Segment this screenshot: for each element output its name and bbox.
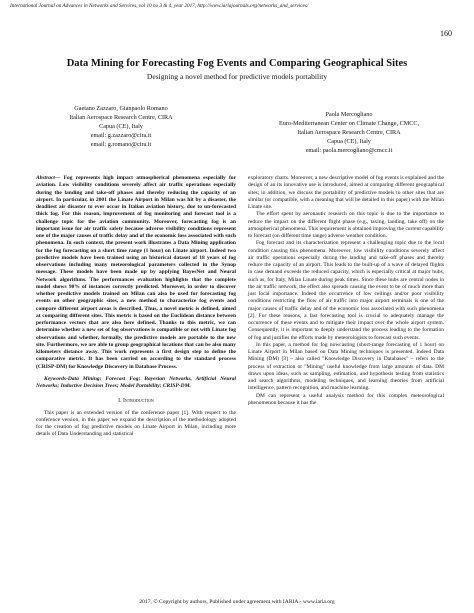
intro-paragraph: This paper is an extended version of the conference paper [1]. With respect to the conference version, in this paper we expand the description of the methodology adopted for the creation of fog predictive models on Linate Airport in Milan, including more details of Data Understanding and statistical [36,409,236,438]
keywords: Keywords-Data Mining; Forecast Fog; Bayesian Networks, Artificial Neural Networks; Inductive Decision Trees; Model Portability; CRISP-DM. [36,375,236,389]
left-column [36,175,236,439]
author-affiliation: Euro-Mediterranean Center on Climate Change, CMCC, [278,120,420,127]
abstract [36,175,236,371]
author-names: Paola Mercogliano [325,111,373,118]
author-affiliation: Italian Aerospace Research Centre, CIRA [297,129,401,136]
journal-header: International Journal on Advances in Networks and Services, vol 10 no 3 & 4, year 2017, http://www.iariajournals.org/networks_and_services/ [10,3,309,9]
section-heading: I. Introduction [118,398,154,405]
author-city: Capua (CE), Italy [99,123,143,130]
author-affiliation: Italian Aerospace Research Centre, CIRA [69,114,173,121]
author-block-left [36,104,206,149]
abstract-text: Fog represents high impact atmospherical phenomena especially for aviation. Low visibility conditions severely affect air traffic operations especially during the landing and take-off phases and thereby reducing the capacity of an airport. In particular, in 2001 the Linate Airport in Milan was hit by a disaster, the deadliest air disaster to ever occur in Italian aviation history, due to un-forecasted thick fog. For this reason, improvement of fog monitoring and forecast tool is a challenge topic for the aviation community. Moreover, forecasting fog is an important issue for air traffic safety because adverse visibility conditions represent one of the major causes of traffic delay and of the economic loss associated with such phenomena. In such context, the present work illustrates a Data Mining application for the fog forecasting on a short time range (1 hour) on Linate airport. Indeed two predictive models have been trained using an historical dataset of 18 years of fog observations including many meteorological parameters collected in the Synop message. These models have been made up by applying BayesNet and Neural Network algorithms. The performances evaluation highlights that the complete model shows 90% of instances correctly predicted. Moreover, in order to discover whether predictive models trained on Milan can also be used for forecasting fog events on other geographic sites, a new method to characterize fog events and compare different airport areas is described. Thus, a novel metric is defined, aimed at comparing different sites. This metric is based on the Euclidean distance between performance vectors that are also here defined. Thanks to this metric, we can determine whether a new set of fog observations is compatible or not with Linate fog observations and whether, formally, the predictive models are portable to the new site. Furthermore, we are able to group geographical locations that can be also many kilometers distance away. This work represents a first design step to define the comparative metric. It has been carried on according to the standard process (CRISP-DM) for Knowledge Discovery in Database Process. [36,175,236,370]
copyright-footer: 2017, © Copyright by authors, Published under agreement with IARIA - www.iaria.org [139,599,335,605]
paragraph: exploratory charts. Moreover, a new descriptive model of fog events is explained and the design of an its innovative use is introduced, aimed at comparing different geographical sites; in addition, we discuss the portability of predictive models to other sites that are similar (or compatible, with a meaning that will be detailed in this paper) with the Milan Linate site. [248,175,444,210]
right-column [248,175,444,407]
author-email: email: g.zazzaro@cira.it [90,132,152,139]
paper-title: Data Mining for Forecasting Fog Events and Comparing Geographical Sites [66,58,408,69]
abstract-label: Abstract— [36,175,61,181]
paragraph: Fog forecast and its characterization represent a challenging topic due to the local condition causing this phenomena. Moreover, low visibility conditions severely affect air traffic operations especially during the landing and take-off phases and thereby reduce the capacity of an airport. This leads to the built-up of a wave of delayed flights in case demand exceeds the reduced capacity, which is especially critical at major hubs, such as, for Italy, Milan Linate during peak times. Since these hubs are central nodes in the air traffic network, the effect also spreads causing the event to be of much more than just local importance. Indeed the occurrence of low ceilings and/or poor visibility conditions restricting the flow of air traffic into major airport terminals is one of the major causes of traffic delay and of the economic loss associated with such phenomena [2]. For these reasons, a fast forecasting tool is crucial to adequately manage the occurrence of these events and to mitigate their impact over the whole airport system. Consequently, it is important to deeply understand the process leading to the formation of fog and justifies the efforts made by meteorologists to forecast such events. [248,240,444,341]
paragraph: DM can represent a useful analysis method for this complex meteorological phenomenon because it has the [248,392,444,406]
paragraph: In this paper, a method for fog nowcasting (short-range forecasting of 1 hour) on Linate Airport in Milan based on Data Mining techniques is presented. Indeed Data Mining (DM) [3] – also called "Knowledge Discovery in Databases" – refers to the process of extraction or "Mining" useful knowledge from large amounts of data. DM draws upon ideas, such as sampling, estimation, and hypothesis testing from statistics and search algorithms, modeling techniques, and learning theories from artificial intelligence, pattern recognition, and machine learning. [248,341,444,392]
author-city: Capua (CE), Italy [327,138,371,145]
author-names: Gaetano Zazzaro, Gianpaolo Romano [74,105,168,112]
page-number: 160 [440,29,452,38]
paragraph: The effort spent by aeronautic research on this topic is due to the importance to reduce the impact on the different flight phase (e.g., taxing, landing, take off) on the atmospherical phenomena. This requirement is obtained improving the current capability to forecast (on different time range) adverse weather condition. [248,211,444,239]
author-block-right [260,110,438,155]
paper-subtitle: Designing a novel method for predictive models portability [146,72,328,81]
author-email: email: paola.mercogliano@cmcc.it [305,147,393,154]
author-email: email: g.romano@cira.it [90,141,152,148]
